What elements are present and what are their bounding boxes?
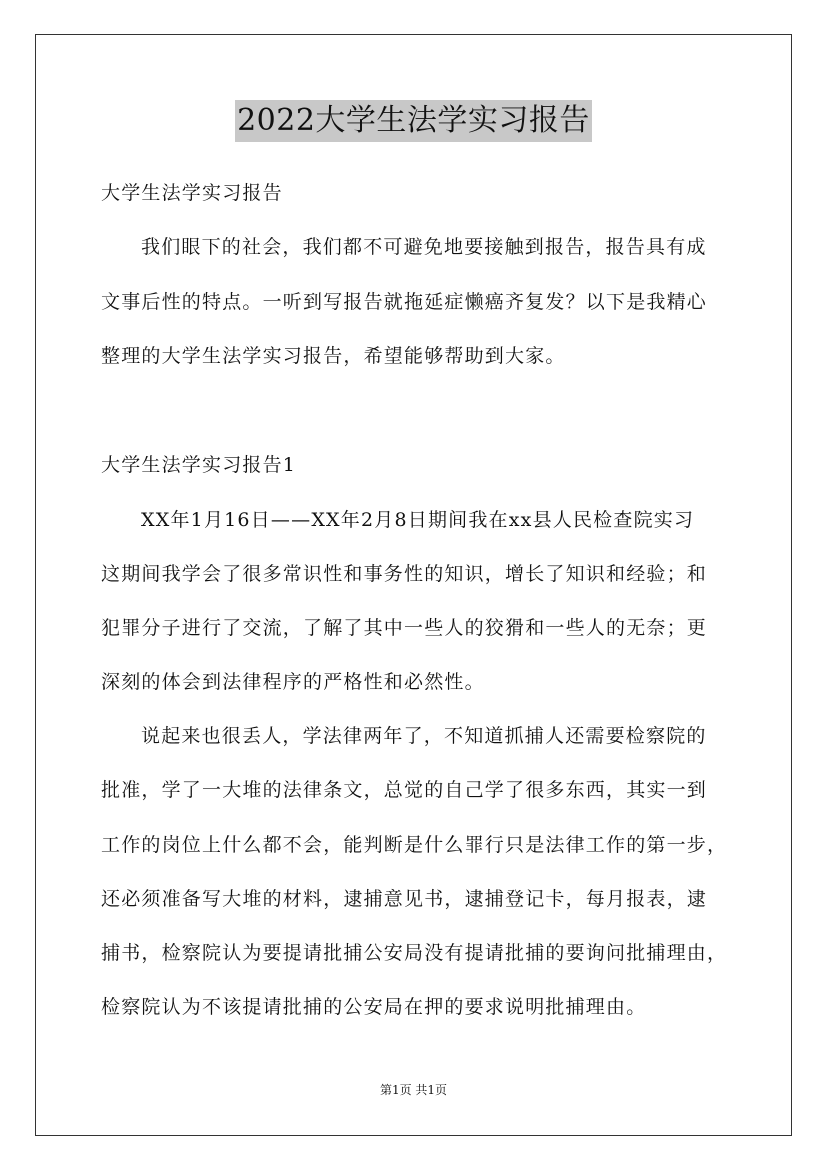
paragraph-line: 工作的岗位上什么都不会，能判断是什么罪行只是法律工作的第一步， <box>101 834 728 856</box>
paragraph-line: 还必须准备写大堆的材料，逮捕意见书，逮捕登记卡，每月报表，逮 <box>101 888 708 910</box>
paragraph-line: 这期间我学会了很多常识性和事务性的知识，增长了知识和经验；和 <box>101 563 708 585</box>
paragraph-line: 捕书，检察院认为要提请批捕公安局没有提请批捕的要询问批捕理由， <box>101 942 728 964</box>
paragraph-line: 我们眼下的社会，我们都不可避免地要接触到报告，报告具有成 <box>141 236 707 258</box>
section-heading: 大学生法学实习报告 <box>101 182 283 204</box>
paragraph-line: 说起来也很丢人，学法律两年了，不知道抓捕人还需要检察院的 <box>141 725 707 747</box>
paragraph-line: XX年1月16日——XX年2月8日期间我在xx县人民检查院实习 <box>141 509 695 531</box>
paragraph-line: 深刻的体会到法律程序的严格性和必然性。 <box>101 671 485 693</box>
paragraph-line: 文事后性的特点。一听到写报告就拖延症懒癌齐复发？以下是我精心 <box>101 291 708 313</box>
paragraph-line: 整理的大学生法学实习报告，希望能够帮助到大家。 <box>101 345 566 367</box>
paragraph-line: 检察院认为不该提请批捕的公安局在押的要求说明批捕理由。 <box>101 996 647 1018</box>
document-title: 2022大学生法学实习报告 <box>235 100 592 142</box>
paragraph-line: 犯罪分子进行了交流，了解了其中一些人的狡猾和一些人的无奈；更 <box>101 617 708 639</box>
page-number: 第1页 共1页 <box>379 1083 448 1097</box>
section-heading: 大学生法学实习报告1 <box>101 454 297 476</box>
title-container <box>0 100 827 142</box>
paragraph-line: 批准，学了一大堆的法律条文，总觉的自己学了很多东西，其实一到 <box>101 779 708 801</box>
